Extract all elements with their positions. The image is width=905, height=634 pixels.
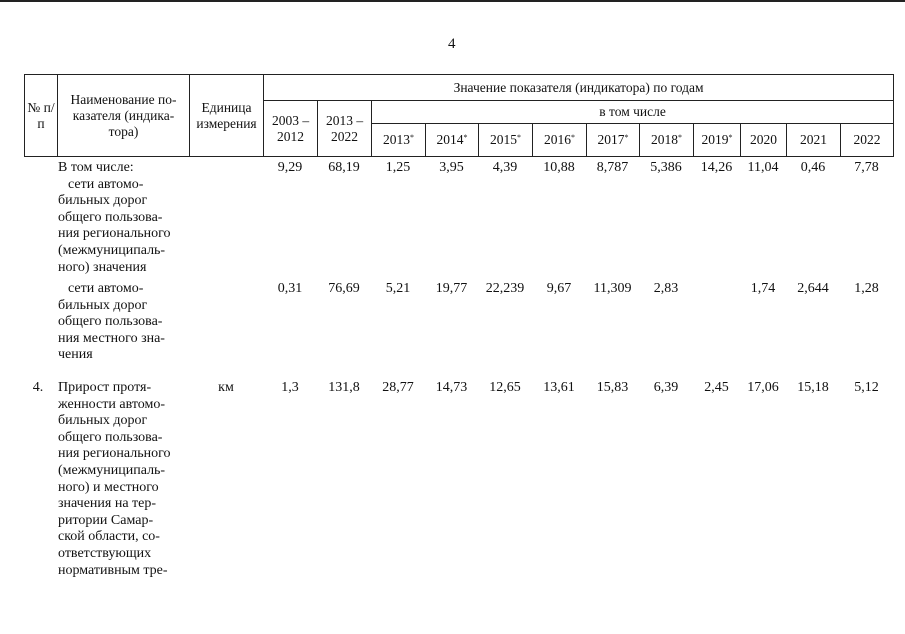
indicator-name-line: общего пользова-	[58, 314, 163, 330]
header-num: № п/п	[25, 75, 58, 157]
header-subgroup-title: в том числе	[372, 101, 894, 124]
header-unit: Единица измерения	[190, 75, 264, 157]
value-cell: 0,46	[800, 160, 826, 175]
value-cell: 1,25	[385, 160, 411, 175]
indicator-name-line: сети автомо-	[68, 281, 144, 296]
indicator-name-line: сети автомо-	[68, 176, 144, 192]
value-cell: 14,26	[700, 160, 733, 175]
value-cell: 9,67	[546, 281, 572, 296]
indicator-name-line: ного) и местного	[58, 479, 159, 495]
footnote-star: *	[728, 133, 733, 142]
header-year-2017: 2017*	[587, 124, 640, 157]
value-cell: 2,644	[797, 281, 829, 296]
value-cell: 76,69	[328, 281, 360, 296]
value-cell: 13,61	[543, 380, 575, 395]
indicator-name	[58, 160, 190, 276]
indicator-name-line: бильных дорог	[58, 413, 148, 429]
value-cell: 15,83	[596, 380, 629, 395]
value-cell: 5,386	[650, 160, 682, 175]
page-number: 4	[448, 36, 456, 52]
value-cell: 17,06	[747, 380, 779, 395]
value-cell: 15,18	[797, 380, 829, 395]
indicator-name-line: ного) значения	[58, 259, 147, 275]
header-year-2015: 2015*	[479, 124, 533, 157]
value-cell: 9,29	[277, 160, 303, 175]
unit-cell: км	[218, 380, 234, 395]
footnote-star: *	[517, 133, 521, 142]
value-cell: 131,8	[328, 380, 360, 395]
indicator-name-line: женности автомо-	[58, 396, 166, 412]
footnote-star: *	[463, 133, 468, 142]
indicator-name-line: бильных дорог	[58, 193, 148, 209]
value-cell: 68,19	[328, 160, 360, 175]
top-rule	[0, 0, 905, 2]
indicator-name-line: общего пользова-	[58, 209, 163, 225]
header-year-2019: 2019*	[694, 124, 741, 157]
value-cell: 22,239	[485, 281, 525, 296]
value-cell: 2,45	[704, 380, 729, 395]
header-name: Наименование по-казателя (индика-тора)	[58, 75, 190, 157]
indicator-name-line: ской области, со-	[58, 529, 160, 545]
header-period-2: 2013 – 2022	[318, 101, 372, 157]
indicator-name-line: Прирост протя-	[58, 380, 152, 395]
value-cell: 6,39	[653, 380, 679, 395]
value-cell: 1,3	[281, 380, 299, 395]
indicator-name-line: общего пользова-	[58, 429, 163, 445]
header-year-2018: 2018*	[640, 124, 694, 157]
value-cell: 28,77	[382, 380, 414, 395]
indicator-name-line: чения	[58, 347, 93, 363]
footnote-star: *	[678, 133, 682, 142]
value-cell: 5,12	[854, 380, 879, 395]
value-cell: 11,04	[747, 160, 779, 175]
row-number: 4.	[32, 380, 44, 395]
indicator-name-line: ния местного зна-	[58, 330, 165, 346]
value-cell: 11,309	[593, 281, 632, 296]
value-cell: 10,88	[543, 160, 575, 175]
header-year-2021: 2021	[787, 124, 841, 157]
value-cell: 7,78	[854, 160, 879, 175]
value-cell: 5,21	[385, 281, 411, 296]
value-cell: 2,83	[653, 281, 679, 296]
value-cell: 1,74	[750, 281, 776, 296]
indicator-name-line: (межмуниципаль-	[58, 462, 166, 478]
header-period-1: 2003 – 2012	[264, 101, 318, 157]
indicator-name-line: ответствующих	[58, 545, 152, 561]
value-cell: 1,28	[854, 281, 879, 296]
indicator-name	[58, 281, 190, 364]
indicator-name-line: значения на тер-	[58, 496, 157, 512]
indicator-name-line: ния регионального	[58, 446, 171, 462]
value-cell: 0,31	[277, 281, 303, 296]
indicator-name-line: нормативным тре-	[58, 562, 168, 578]
value-cell: 8,787	[596, 160, 629, 175]
indicator-name-line: бильных дорог	[58, 297, 148, 313]
indicator-name-line: ния регионального	[58, 226, 171, 242]
footnote-star: *	[410, 133, 414, 142]
footnote-star: *	[571, 133, 575, 142]
header-year-2013: 2013*	[372, 124, 426, 157]
header-year-2022: 2022	[841, 124, 894, 157]
value-cell: 14,73	[435, 380, 468, 395]
value-cell: 4,39	[492, 160, 518, 175]
indicator-name-line: ритории Самар-	[58, 512, 154, 528]
footnote-star: *	[624, 133, 629, 142]
header-year-2016: 2016*	[533, 124, 587, 157]
value-cell: 3,95	[439, 160, 464, 175]
indicator-name-line: В том числе:	[58, 160, 134, 175]
value-cell: 19,77	[435, 281, 468, 296]
header-group-title: Значение показателя (индикатора) по годам	[264, 75, 894, 101]
header-year-2014: 2014*	[426, 124, 479, 157]
header-year-2020: 2020	[741, 124, 787, 157]
table-header	[24, 74, 894, 157]
indicator-name	[58, 380, 190, 579]
indicator-name-line: (межмуниципаль-	[58, 242, 166, 258]
value-cell: 12,65	[489, 380, 521, 395]
